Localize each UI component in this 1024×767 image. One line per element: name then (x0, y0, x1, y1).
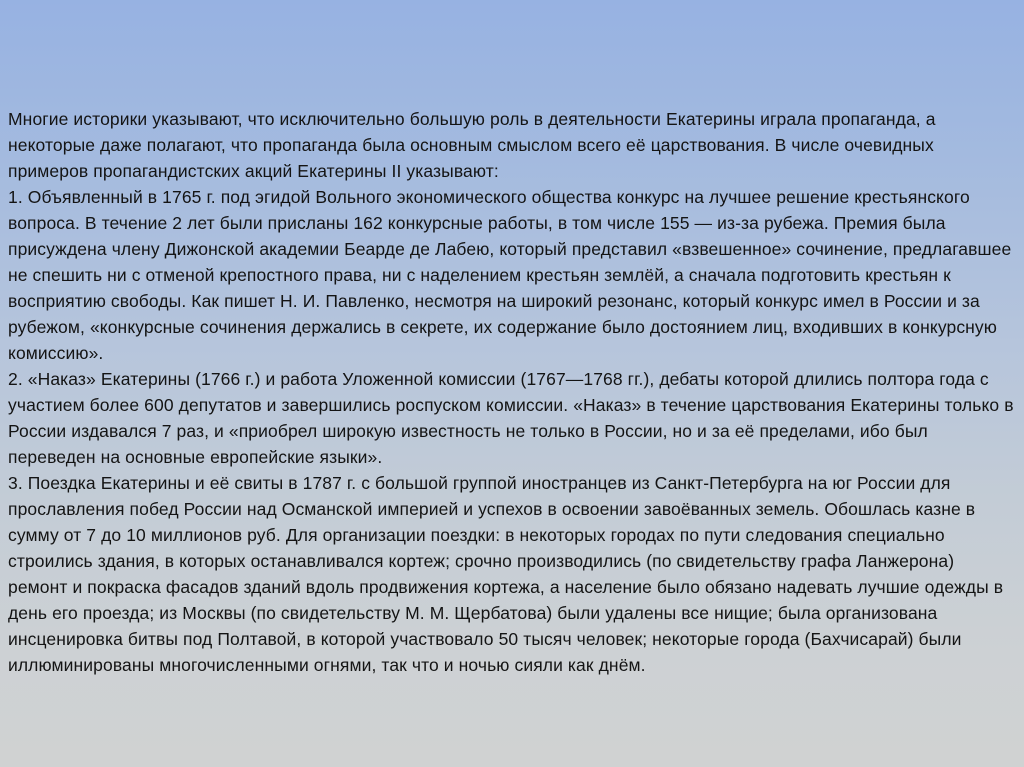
slide-text-block (8, 106, 1016, 678)
paragraph-item-2: 2. «Наказ» Екатерины (1766 г.) и работа Уложенной комиссии (1767—1768 гг.), дебаты которой длились полтора года с участием более 600 депутатов и завершились роспуском комиссии. «Наказ» в течение царствования Екатерины только в России издавался 7 раз, и «приобрел широкую известность не только в России, но и за её пределами, ибо был переведен на основные европейские языки». (8, 369, 1014, 467)
paragraph-intro: Многие историки указывают, что исключительно большую роль в деятельности Екатерины играла пропаганда, а некоторые даже полагают, что пропаганда была основным смыслом всего её царствования. В числе очевидных примеров пропагандистских акций Екатерины II указывают: (8, 109, 936, 181)
paragraph-item-1: 1. Объявленный в 1765 г. под эгидой Вольного экономического общества конкурс на лучшее решение крестьянского вопроса. В течение 2 лет были присланы 162 конкурсные работы, в том числе 155 — из-за рубежа. Премия была присуждена члену Дижонской академии Беарде де Лабею, который представил «взвешенное» сочинение, предлагавшее не спешить ни с отменой крепостного права, ни с наделением крестьян землёй, а сначала подготовить крестьян к восприятию свободы. Как пишет Н. И. Павленко, несмотря на широкий резонанс, который конкурс имел в России и за рубежом, «конкурсные сочинения держались в секрете, их содержание было достоянием лиц, входивших в конкурсную комиссию». (8, 187, 1012, 363)
paragraph-item-3: 3. Поездка Екатерины и её свиты в 1787 г. с большой группой иностранцев из Санкт-Петербурга на юг России для прославления побед России над Османской империей и успехов в освоении завоёванных земель. Обошлась казне в сумму от 7 до 10 миллионов руб. Для организации поездки: в некоторых городах по пути следования специально строились здания, в которых останавливался кортеж; срочно производились (по свидетельству графа Ланжерона) ремонт и покраска фасадов зданий вдоль продвижения кортежа, а население было обязано надевать лучшие одежды в день его проезда; из Москвы (по свидетельству М. М. Щербатова) были удалены все нищие; была организована инсценировка битвы под Полтавой, в которой участвовало 50 тысяч человек; некоторые города (Бахчисарай) были иллюминированы многочисленными огнями, так что и ночью сияли как днём. (8, 473, 1004, 675)
